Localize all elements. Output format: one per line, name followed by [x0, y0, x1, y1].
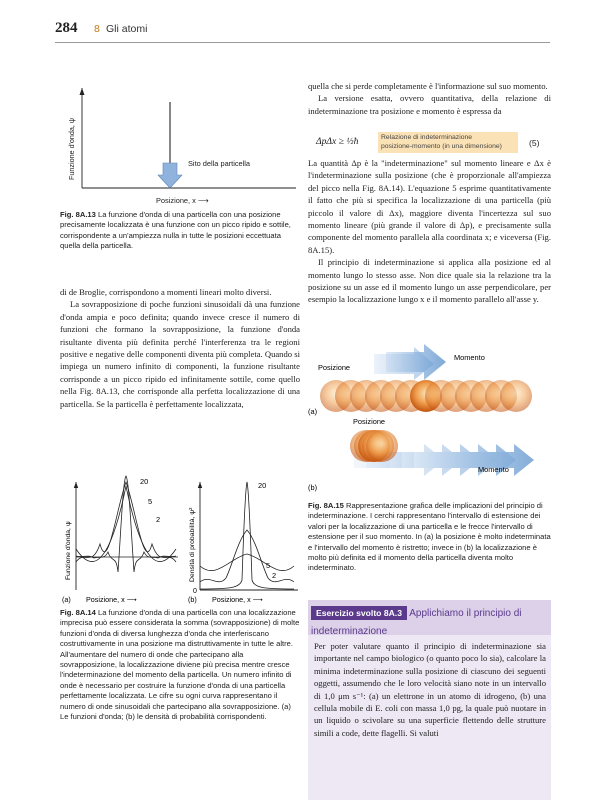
fig15a-momentum-label: Momento	[454, 353, 485, 362]
chapter-title: Gli atomi	[106, 23, 148, 35]
fig13-y-label: Funzione d'onda, ψ	[67, 117, 76, 180]
fig14a-curve-20	[76, 476, 176, 572]
fig14-caption-label: Fig. 8A.14	[60, 608, 96, 617]
equation-number: (5)	[529, 138, 540, 148]
page-number: 284	[55, 20, 78, 36]
fig15b-position-label: Posizione	[353, 417, 386, 426]
fig14a-y-arrow	[74, 482, 78, 488]
fig13-y-arrow	[80, 88, 85, 95]
figure-8a14	[60, 470, 300, 606]
left-paragraph-2: La sovrapposizione di poche funzioni sinusoidali dà una funzione d'onda ampia e poco definita; quando invece cresce il numero di funzioni che formano la sovrapposizione, la funzione d'onda risultante diventa più definita perché l'interferenza tra le regioni positive e negative delle componenti diventa più completa. Quando si impiega un numero infinito di componenti, la funzione risultante corrisponde a un picco ripido ed infinitamente sottile, come quello nella Fig. 8A.13, che corrisponde alla perfetta localizzazione di una particella. Se la particella è perfettamente localizzata,	[60, 299, 300, 409]
fig14b-x-label: Posizione, x ⟶	[212, 595, 264, 604]
fig14b-zero: 0	[193, 588, 197, 595]
fig15b-position-ball	[366, 430, 398, 462]
fig14a-panel: (a)	[62, 595, 71, 604]
fig14b-label-2: 2	[272, 571, 277, 580]
fig15b-panel: (b)	[308, 483, 318, 492]
figure-8a15	[306, 344, 551, 496]
fig13-pointer-arrow	[158, 163, 182, 188]
left-paragraph-1: di de Broglie, corrispondono a momenti lineari molto diversi.	[60, 287, 272, 297]
fig14b-curve-2	[200, 554, 294, 571]
fig15-caption-text: Rappresentazione grafica delle implicazioni del principio di indeterminazione. I cerchi rappresentano l'intervallo di estensione dei valori per la localizzazione di una particella e le frecce l'intervallo di estensione per il suo momento. In (a) la posizione è molto indeterminata e l'intervallo del momento è ristretto; invece in (b) la localizzazione è molto più definita ed il momento della particella diventa molto indeterminato.	[308, 501, 551, 573]
right-paragraph-3: La quantità Δp è la "indeterminazione" sul momento lineare e Δx è l'indeterminazione sulla posizione (che è proporzionale all'ampiezza del picco nella Fig. 8A.14). L'equazione 5 esprime quantitativamente il fatto che più si specifica la localizzazione di una particella (più piccolo il valore di Δx), maggiore diventa l'incertezza sul suo momento lineare (più grande il valore di Δp), e precisamente sulla componente del momento parallela alla coordinata x; e viceversa (Fig. 8A.15).	[308, 158, 551, 255]
fig13-caption-text: La funzione d'onda di una particella con una posizione precisamente localizzata è una funzione con un picco ripido e sottile, corrispondente a un'ampiezza nulla in tutte le posizioni eccettuata quella della particella.	[60, 210, 291, 251]
fig14b-y-arrow	[198, 482, 202, 488]
fig14a-label-5: 5	[148, 497, 153, 506]
fig14a-x-label: Posizione, x ⟶	[86, 595, 138, 604]
equation: ΔpΔx ≥ ½ħ	[316, 136, 359, 147]
fig14b-label-20: 20	[258, 481, 267, 490]
exercise-heading	[311, 603, 548, 639]
fig15a-position-ball	[500, 380, 532, 412]
fig14a-curve-2	[76, 486, 176, 562]
fig14a-curve-5	[76, 482, 176, 562]
fig15a-positions	[320, 380, 532, 412]
chapter-number: 8	[94, 23, 100, 35]
fig15a-panel: (a)	[308, 407, 318, 416]
equation-note-2: posizione-momento (in una dimensione)	[381, 143, 502, 150]
fig15b-momentum-arrow	[414, 444, 534, 476]
fig15-caption-label: Fig. 8A.15	[308, 501, 344, 510]
fig14a-label-2: 2	[156, 515, 161, 524]
fig15b-momentum-label: Momento	[478, 465, 509, 474]
fig14b-curve-20	[200, 482, 294, 589]
fig15b-positions	[350, 430, 398, 462]
fig13-x-label: Posizione, x ⟶	[156, 196, 209, 205]
fig14b-curve-5	[200, 530, 294, 582]
fig14a-y-label: Funzione d'onda, ψ	[65, 521, 72, 580]
fig14-caption-text: La funzione d'onda di una particella con una localizzazione imprecisa può essere considerata la somma (sovrapposizione) di molte funzioni d'onda di diversa lunghezza d'onda che interferiscano costruttivamente in una posizione ma distruttivamente in tutte le altre. All'aumentare del numero di onde che partecipano alla sovrapposizione, la localizzazione diviene più precisa mentre cresce l'indeterminazione del momento della particella. Un numero infinito di onde è necessario per costruire la funzione d'onda di una particella perfettamente localizzata. Le cifre su ogni curva rappresentano il numero di onde sinusoidali che partecipano alla sovrapposizione. (a) Le funzioni d'onda; (b) le densità di probabilità corrispondenti.	[60, 608, 300, 722]
fig13-annotation: Sito della particella	[188, 159, 251, 168]
equation-note-1: Relazione di indeterminazione	[381, 134, 473, 141]
header-rule	[55, 42, 550, 43]
exercise-label: Esercizio svolto 8A.3	[311, 606, 407, 620]
fig14b-label-5: 5	[266, 561, 271, 570]
fig14b-y-label: Densità di probabilità, ψ²	[189, 507, 196, 582]
exercise-text: Per poter valutare quanto il principio di indeterminazione sia importante nel campo biologico (o quanto poco lo sia), calcolare la minima indeterminazione sulla posizione di ciascuno dei seguenti oggetti, assumendo che le loro velocità siano note in un intervallo di 1,0 μm s⁻¹: (a) un elettrone in un atomo di idrogeno, (b) una cellula mobile di E. coli con massa 1,0 pg, la quale può nuotare in un liquido o scivolare su una superficie flettendo delle strutture simili a code, dette flagelli. Si valuti	[314, 641, 546, 738]
fig14a-label-20: 20	[140, 477, 149, 486]
figure-8a13	[60, 88, 300, 210]
right-paragraph-4: Il principio di indeterminazione si applica alla posizione ed al momento lungo lo stesso asse. Non dice quale sia la relazione tra la posizione su un asse ed il momento lungo un asse perpendicolare, per esempio la localizzazione lungo x e il momento parallelo all'asse y.	[308, 257, 551, 305]
right-paragraph-2: La versione esatta, ovvero quantitativa, della relazione di indeterminazione tra posizione e momento è espressa da	[308, 93, 551, 116]
right-paragraph-1: quella che si perde completamente è l'informazione sul suo momento.	[308, 81, 548, 91]
exercise-title: Applichiamo il principio di indeterminazione	[311, 608, 522, 637]
fig13-caption-label: Fig. 8A.13	[60, 210, 96, 219]
fig15a-position-label: Posizione	[318, 363, 351, 372]
fig14b-panel: (b)	[188, 595, 197, 604]
